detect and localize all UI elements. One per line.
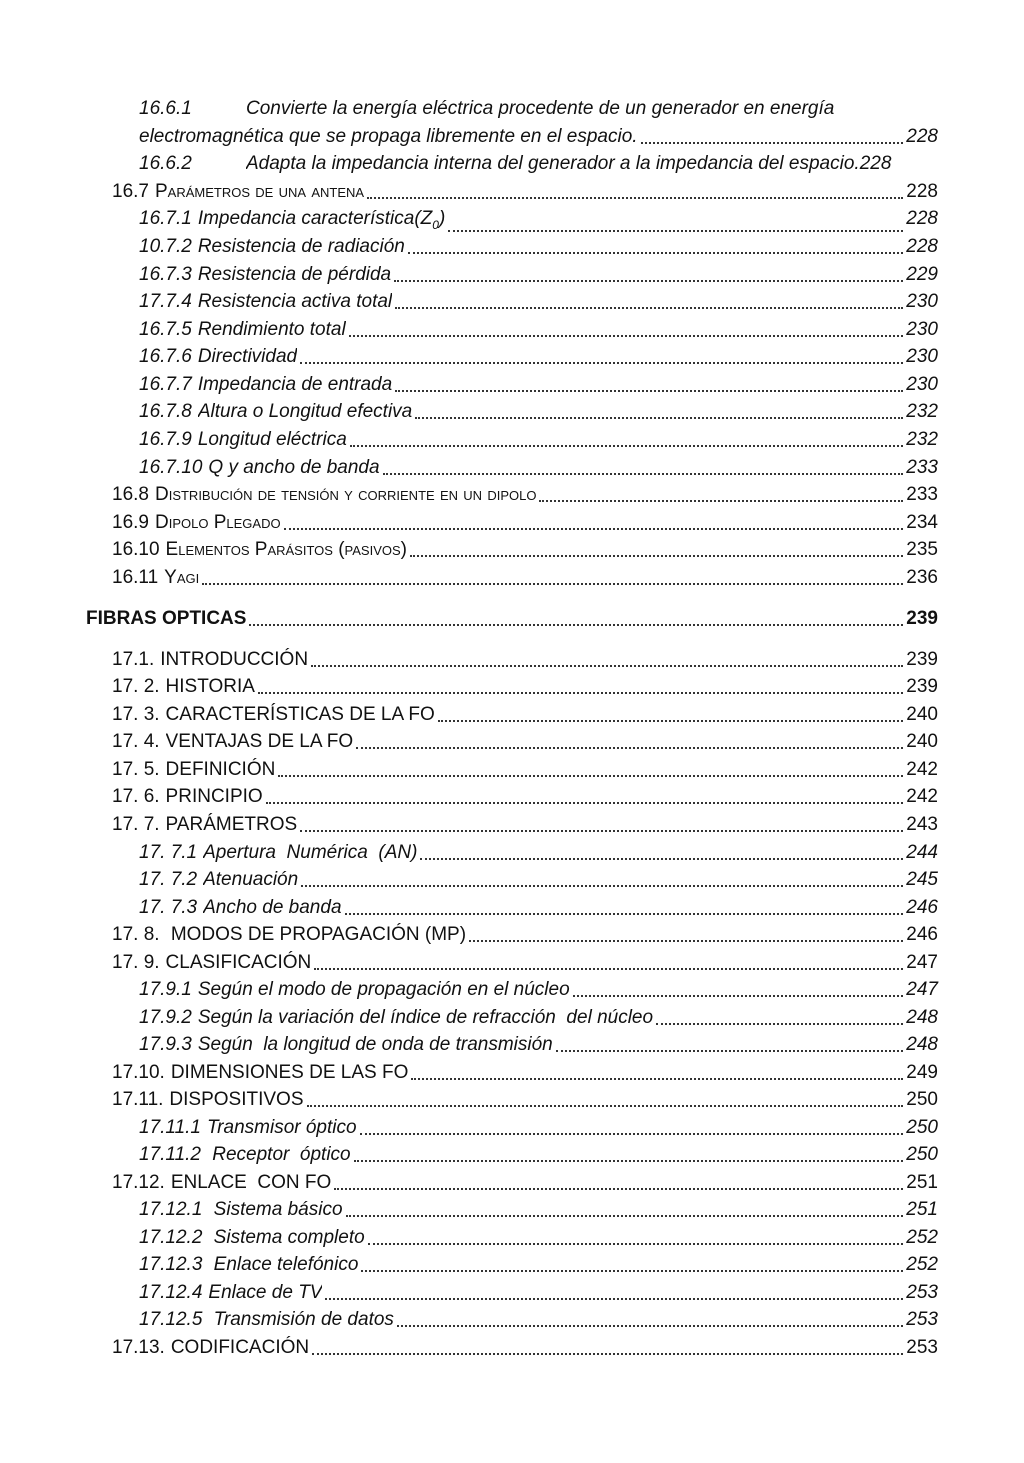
toc-entry-title: electromagnética que se propaga libremente en el espacio. — [139, 126, 638, 147]
toc-entry-title: Sistema completo — [208, 1227, 365, 1248]
toc-entry-page: 247 — [906, 979, 938, 1000]
dot-leader — [349, 335, 904, 337]
dot-leader — [395, 307, 903, 309]
toc-entry-17-9-1[interactable] — [139, 978, 938, 1002]
toc-entry-page: 250 — [906, 1144, 938, 1165]
toc-entry-page: 242 — [906, 786, 938, 807]
toc-entry-title: Impedancia de entrada — [197, 374, 393, 395]
dot-leader — [300, 362, 903, 364]
toc-entry-16-7-9[interactable] — [139, 428, 938, 452]
dot-leader — [469, 940, 903, 942]
dot-leader — [312, 1353, 903, 1355]
toc-entry-number: 17.9.1 — [139, 979, 192, 1000]
toc-entry-number: 17.1. — [112, 649, 155, 670]
toc-entry-17-7-4[interactable] — [139, 290, 938, 314]
dot-leader — [350, 445, 904, 447]
toc-entry-title: Transmisor óptico — [206, 1117, 357, 1138]
toc-entry-page: 250 — [906, 1089, 938, 1110]
toc-entry-16-6-2[interactable] — [139, 152, 938, 176]
toc-entry-number: 16.7.1 — [139, 208, 192, 229]
toc-entry-page: 244 — [906, 842, 938, 863]
dot-leader — [410, 555, 903, 557]
toc-entry-number: 17.12.5 — [139, 1309, 203, 1330]
toc-entry-17-12-3[interactable] — [139, 1253, 938, 1277]
dot-leader — [368, 1243, 904, 1245]
toc-entry-page: 246 — [906, 924, 938, 945]
toc-entry-number: 17.12.3 — [139, 1254, 203, 1275]
toc-entry-title: CODIFICACIÓN — [170, 1337, 310, 1358]
toc-entry-title: CLASIFICACIÓN — [165, 952, 312, 973]
toc-entry-page: 253 — [906, 1282, 938, 1303]
toc-entry-17-6[interactable] — [112, 785, 938, 809]
toc-entry-page: 253 — [906, 1309, 938, 1330]
toc-entry-17-4[interactable] — [112, 730, 938, 754]
toc-entry-number: 17. 4. — [112, 731, 160, 752]
dot-leader — [334, 1188, 903, 1190]
toc-entry-title: Ancho de banda — [203, 897, 342, 918]
toc-entry-16-6-1[interactable] — [139, 97, 874, 121]
toc-entry-title: MODOS DE PROPAGACIÓN (MP) — [165, 924, 467, 945]
dot-leader — [367, 197, 903, 199]
toc-entry-number: 17. 8. — [112, 924, 160, 945]
dot-leader — [356, 747, 903, 749]
toc-entry-17-2[interactable] — [112, 675, 938, 699]
toc-entry-page: 252 — [906, 1227, 938, 1248]
toc-entry-number: 16.7.8 — [139, 401, 192, 422]
toc-entry-page: 235 — [906, 539, 938, 560]
toc-entry-page: 243 — [906, 814, 938, 835]
toc-entry-17-11-1[interactable] — [139, 1116, 938, 1140]
toc-entry-17-8[interactable] — [112, 923, 938, 947]
toc-entry-page: 230 — [906, 291, 938, 312]
toc-entry-page: 249 — [906, 1062, 938, 1083]
dot-leader — [258, 692, 903, 694]
toc-entry-number: 17.10. — [112, 1062, 165, 1083]
toc-entry-17-11[interactable] — [112, 1088, 938, 1112]
toc-entry-17-13[interactable] — [112, 1336, 938, 1360]
toc-entry-title: Enlace de TV — [208, 1282, 323, 1303]
toc-entry-page: 232 — [906, 401, 938, 422]
toc-entry-page: 251 — [906, 1199, 938, 1220]
dot-leader — [420, 858, 903, 860]
toc-entry-17-5[interactable] — [112, 758, 938, 782]
toc-entry-title: HISTORIA — [165, 676, 255, 697]
dot-leader — [354, 1160, 904, 1162]
toc-entry-page: 228 — [906, 126, 938, 147]
toc-entry-page: 248 — [906, 1007, 938, 1028]
toc-entry-17-11-2[interactable] — [139, 1143, 938, 1167]
toc-entry-17-7[interactable] — [112, 813, 938, 837]
dot-leader — [360, 1133, 904, 1135]
toc-entry-page: 230 — [906, 374, 938, 395]
toc-entry-number: 16.7.10 — [139, 457, 203, 478]
toc-entry-title: Apertura Numérica (AN) — [203, 842, 418, 863]
toc-entry-title: Según la variación del índice de refracción del núcleo — [197, 1007, 654, 1028]
toc-entry-page: 228 — [859, 153, 892, 174]
toc-entry-17-7-3[interactable] — [139, 896, 938, 920]
toc-entry-page: 251 — [906, 1172, 938, 1193]
toc-entry-title: Q y ancho de banda — [208, 457, 380, 478]
toc-entry-page: 232 — [906, 429, 938, 450]
toc-entry-number: 17. 6. — [112, 786, 160, 807]
toc-entry-16-10[interactable] — [112, 538, 938, 562]
toc-entry-title: Sistema básico — [208, 1199, 343, 1220]
dot-leader — [394, 280, 903, 282]
toc-entry-title: Según el modo de propagación en el núcleo — [197, 979, 570, 1000]
toc-entry-16-7-10[interactable] — [139, 456, 938, 480]
toc-entry-title: DEFINICIÓN — [165, 759, 276, 780]
dot-leader — [408, 252, 903, 254]
toc-entry-title: Longitud eléctrica — [197, 429, 347, 450]
toc-entry-number: 17.11.1 — [139, 1117, 201, 1138]
toc-entry-page: 239 — [906, 649, 938, 670]
toc-entry-number: 17.7.4 — [139, 291, 192, 312]
dot-leader — [314, 968, 903, 970]
dot-leader — [383, 473, 904, 475]
dot-leader — [278, 775, 903, 777]
toc-entry-17-10[interactable] — [112, 1061, 938, 1085]
toc-entry-page: 234 — [906, 512, 938, 533]
dot-leader — [346, 1215, 904, 1217]
toc-entry-title: DISPOSITIVOS — [169, 1089, 304, 1110]
toc-entry-page: 233 — [906, 457, 938, 478]
toc-entry-page: 240 — [906, 704, 938, 725]
dot-leader — [395, 390, 903, 392]
toc-entry-17-12-1[interactable] — [139, 1198, 938, 1222]
toc-entry-page: 230 — [906, 319, 938, 340]
dot-leader — [301, 885, 903, 887]
toc-entry-number: 17. 5. — [112, 759, 160, 780]
dot-leader — [307, 1105, 904, 1107]
toc-entry-title: Yagi — [164, 567, 200, 588]
toc-entry-page: 229 — [906, 264, 938, 285]
toc-entry-17-12-5[interactable] — [139, 1308, 938, 1332]
toc-entry-page: 233 — [906, 484, 938, 505]
toc-entry-title: PARÁMETROS — [165, 814, 298, 835]
toc-entry-page: 246 — [906, 897, 938, 918]
toc-entry-title: Dipolo Plegado — [154, 512, 281, 533]
toc-entry-16-7-3[interactable] — [139, 263, 938, 287]
toc-entry-16-9[interactable] — [112, 511, 938, 535]
toc-entry-number: 17. 3. — [112, 704, 160, 725]
toc-entry-page: 252 — [906, 1254, 938, 1275]
toc-entry-page: 247 — [906, 952, 938, 973]
toc-entry-17-1[interactable] — [112, 648, 938, 672]
toc-chapter-title: FIBRAS OPTICAS — [86, 608, 247, 629]
toc-entry-17-7-1[interactable] — [139, 841, 938, 865]
toc-entry-page: 248 — [906, 1034, 938, 1055]
toc-entry-17-3[interactable] — [112, 703, 938, 727]
toc-entry-16-6-1-continuation[interactable] — [139, 125, 938, 149]
toc-entry-page: 236 — [906, 567, 938, 588]
toc-entry-number: 17. 2. — [112, 676, 160, 697]
toc-entry-number: 17. 7. — [112, 814, 160, 835]
toc-entry-title: CARACTERÍSTICAS DE LA FO — [165, 704, 435, 725]
toc-entry-page: 240 — [906, 731, 938, 752]
dot-leader — [311, 665, 903, 667]
toc-entry-page: 230 — [906, 346, 938, 367]
toc-entry-number: 17.12.4 — [139, 1282, 203, 1303]
toc-entry-title: INTRODUCCIÓN — [160, 649, 309, 670]
toc-entry-title: Directividad — [197, 346, 298, 367]
dot-leader — [438, 720, 904, 722]
toc-entry-title: Resistencia de pérdida — [197, 264, 392, 285]
dot-leader — [573, 995, 904, 997]
dot-leader — [345, 913, 904, 915]
toc-entry-number: 10.7.2 — [139, 236, 192, 257]
toc-entry-16-7-5[interactable] — [139, 318, 938, 342]
toc-entry-title: Transmisión de datos — [208, 1309, 394, 1330]
toc-entry-number: 16.7.7 — [139, 374, 192, 395]
dot-leader — [656, 1023, 903, 1025]
toc-entry-17-9[interactable] — [112, 951, 938, 975]
toc-entry-title: VENTAJAS DE LA FO — [165, 731, 354, 752]
dot-leader — [300, 830, 903, 832]
toc-entry-page: 239 — [906, 676, 938, 697]
toc-entry-title: Atenuación — [203, 869, 299, 890]
toc-entry-title: PRINCIPIO — [165, 786, 263, 807]
toc-entry-number: 16.8 — [112, 484, 149, 505]
dot-leader — [361, 1270, 903, 1272]
toc-entry-page: 242 — [906, 759, 938, 780]
toc-entry-page: 228 — [906, 236, 938, 257]
toc-entry-number: 16.7.9 — [139, 429, 192, 450]
toc-entry-16-7-1[interactable] — [139, 207, 938, 237]
toc-entry-title: Según la longitud de onda de transmisión — [197, 1034, 553, 1055]
toc-entry-title: Distribución de tensión y corriente en un dipolo — [154, 484, 537, 505]
toc-chapter-fibras-opticas[interactable] — [86, 607, 938, 631]
toc-entry-page: 250 — [906, 1117, 938, 1138]
dot-leader — [202, 583, 903, 585]
toc-entry-title: Impedancia $característica(Z_0)$ — [197, 208, 446, 232]
toc-entry-number: 17.12.2 — [139, 1227, 203, 1248]
toc-entry-16-11[interactable] — [112, 566, 938, 590]
toc-entry-page: 228 — [906, 181, 938, 202]
toc-entry-number: 17.11. — [112, 1089, 164, 1110]
toc-entry-number: 16.7.3 — [139, 264, 192, 285]
dot-leader — [266, 802, 904, 804]
toc-entry-16-7-6[interactable] — [139, 345, 938, 369]
dot-leader — [249, 624, 903, 626]
toc-entry-number: 16.11 — [112, 567, 159, 588]
toc-entry-number: 17. 7.2 — [139, 869, 198, 890]
toc-entry-16-7-7[interactable] — [139, 373, 938, 397]
dot-leader — [539, 500, 903, 502]
toc-entry-title: Elementos Parásitos (pasivos) — [165, 539, 407, 560]
toc-entry-title: Enlace telefónico — [208, 1254, 359, 1275]
toc-entry-title: Resistencia activa total — [197, 291, 393, 312]
dot-leader — [415, 417, 903, 419]
toc-entry-number: 16.7 — [112, 181, 149, 202]
toc-entry-title: ENLACE CON FO — [170, 1172, 332, 1193]
toc-entry-number: 16.9 — [112, 512, 149, 533]
toc-entry-17-12-4[interactable] — [139, 1281, 938, 1305]
toc-entry-page: 245 — [906, 869, 938, 890]
toc-entry-17-12[interactable] — [112, 1171, 938, 1195]
toc-entry-number: 17.11.2 — [139, 1144, 201, 1165]
toc-entry-number: 17.12.1 — [139, 1199, 203, 1220]
dot-leader — [448, 230, 903, 232]
toc-entry-17-7-2[interactable] — [139, 868, 938, 892]
toc-entry-number: 17. 7.3 — [139, 897, 198, 918]
dot-leader — [325, 1298, 903, 1300]
toc-entry-17-12-2[interactable] — [139, 1226, 938, 1250]
toc-entry-number: 17.9.2 — [139, 1007, 192, 1028]
toc-entry-17-9-3[interactable] — [139, 1033, 938, 1057]
dot-leader — [411, 1078, 903, 1080]
toc-entry-page: 253 — [906, 1337, 938, 1358]
toc-entry-page: 228 — [906, 208, 938, 229]
toc-entry-number: 17.9.3 — [139, 1034, 192, 1055]
toc-entry-number: 16.10 — [112, 539, 160, 560]
toc-entry-number: 17.13. — [112, 1337, 165, 1358]
toc-entry-title: Adapta la impedancia interna del generador a la impedancia del espacio. — [246, 153, 860, 174]
toc-entry-title: Resistencia de radiación — [197, 236, 405, 257]
toc-entry-number: 17. 7.1 — [139, 842, 198, 863]
toc-entry-number: 16.6.2 — [139, 153, 192, 174]
toc-entry-number: 16.6.1 — [139, 98, 192, 119]
toc-entry-number: 16.7.6 — [139, 346, 192, 367]
toc-entry-title: DIMENSIONES DE LAS FO — [170, 1062, 409, 1083]
toc-entry-number: 17.12. — [112, 1172, 165, 1193]
toc-entry-16-8[interactable] — [112, 483, 938, 507]
toc-entry-title: Rendimiento total — [197, 319, 346, 340]
toc-entry-10-7-2[interactable] — [139, 235, 938, 259]
dot-leader — [556, 1050, 904, 1052]
toc-entry-number: 16.7.5 — [139, 319, 192, 340]
toc-entry-16-7[interactable] — [112, 180, 938, 204]
dot-leader — [284, 528, 904, 530]
toc-entry-17-9-2[interactable] — [139, 1006, 938, 1030]
toc-entry-number: 17. 9. — [112, 952, 160, 973]
subscript: 0 — [432, 217, 439, 232]
toc-entry-page: 239 — [906, 608, 938, 629]
toc-entry-title: Convierte la energía eléctrica procedente de un generador en energía — [246, 98, 835, 119]
dot-leader — [641, 142, 904, 144]
toc-entry-title: Receptor óptico — [206, 1144, 351, 1165]
dot-leader — [397, 1325, 903, 1327]
toc-entry-16-7-8[interactable] — [139, 400, 938, 424]
toc-entry-title: Parámetros de una antena — [154, 181, 365, 202]
toc-entry-title: Altura o Longitud efectiva — [197, 401, 413, 422]
